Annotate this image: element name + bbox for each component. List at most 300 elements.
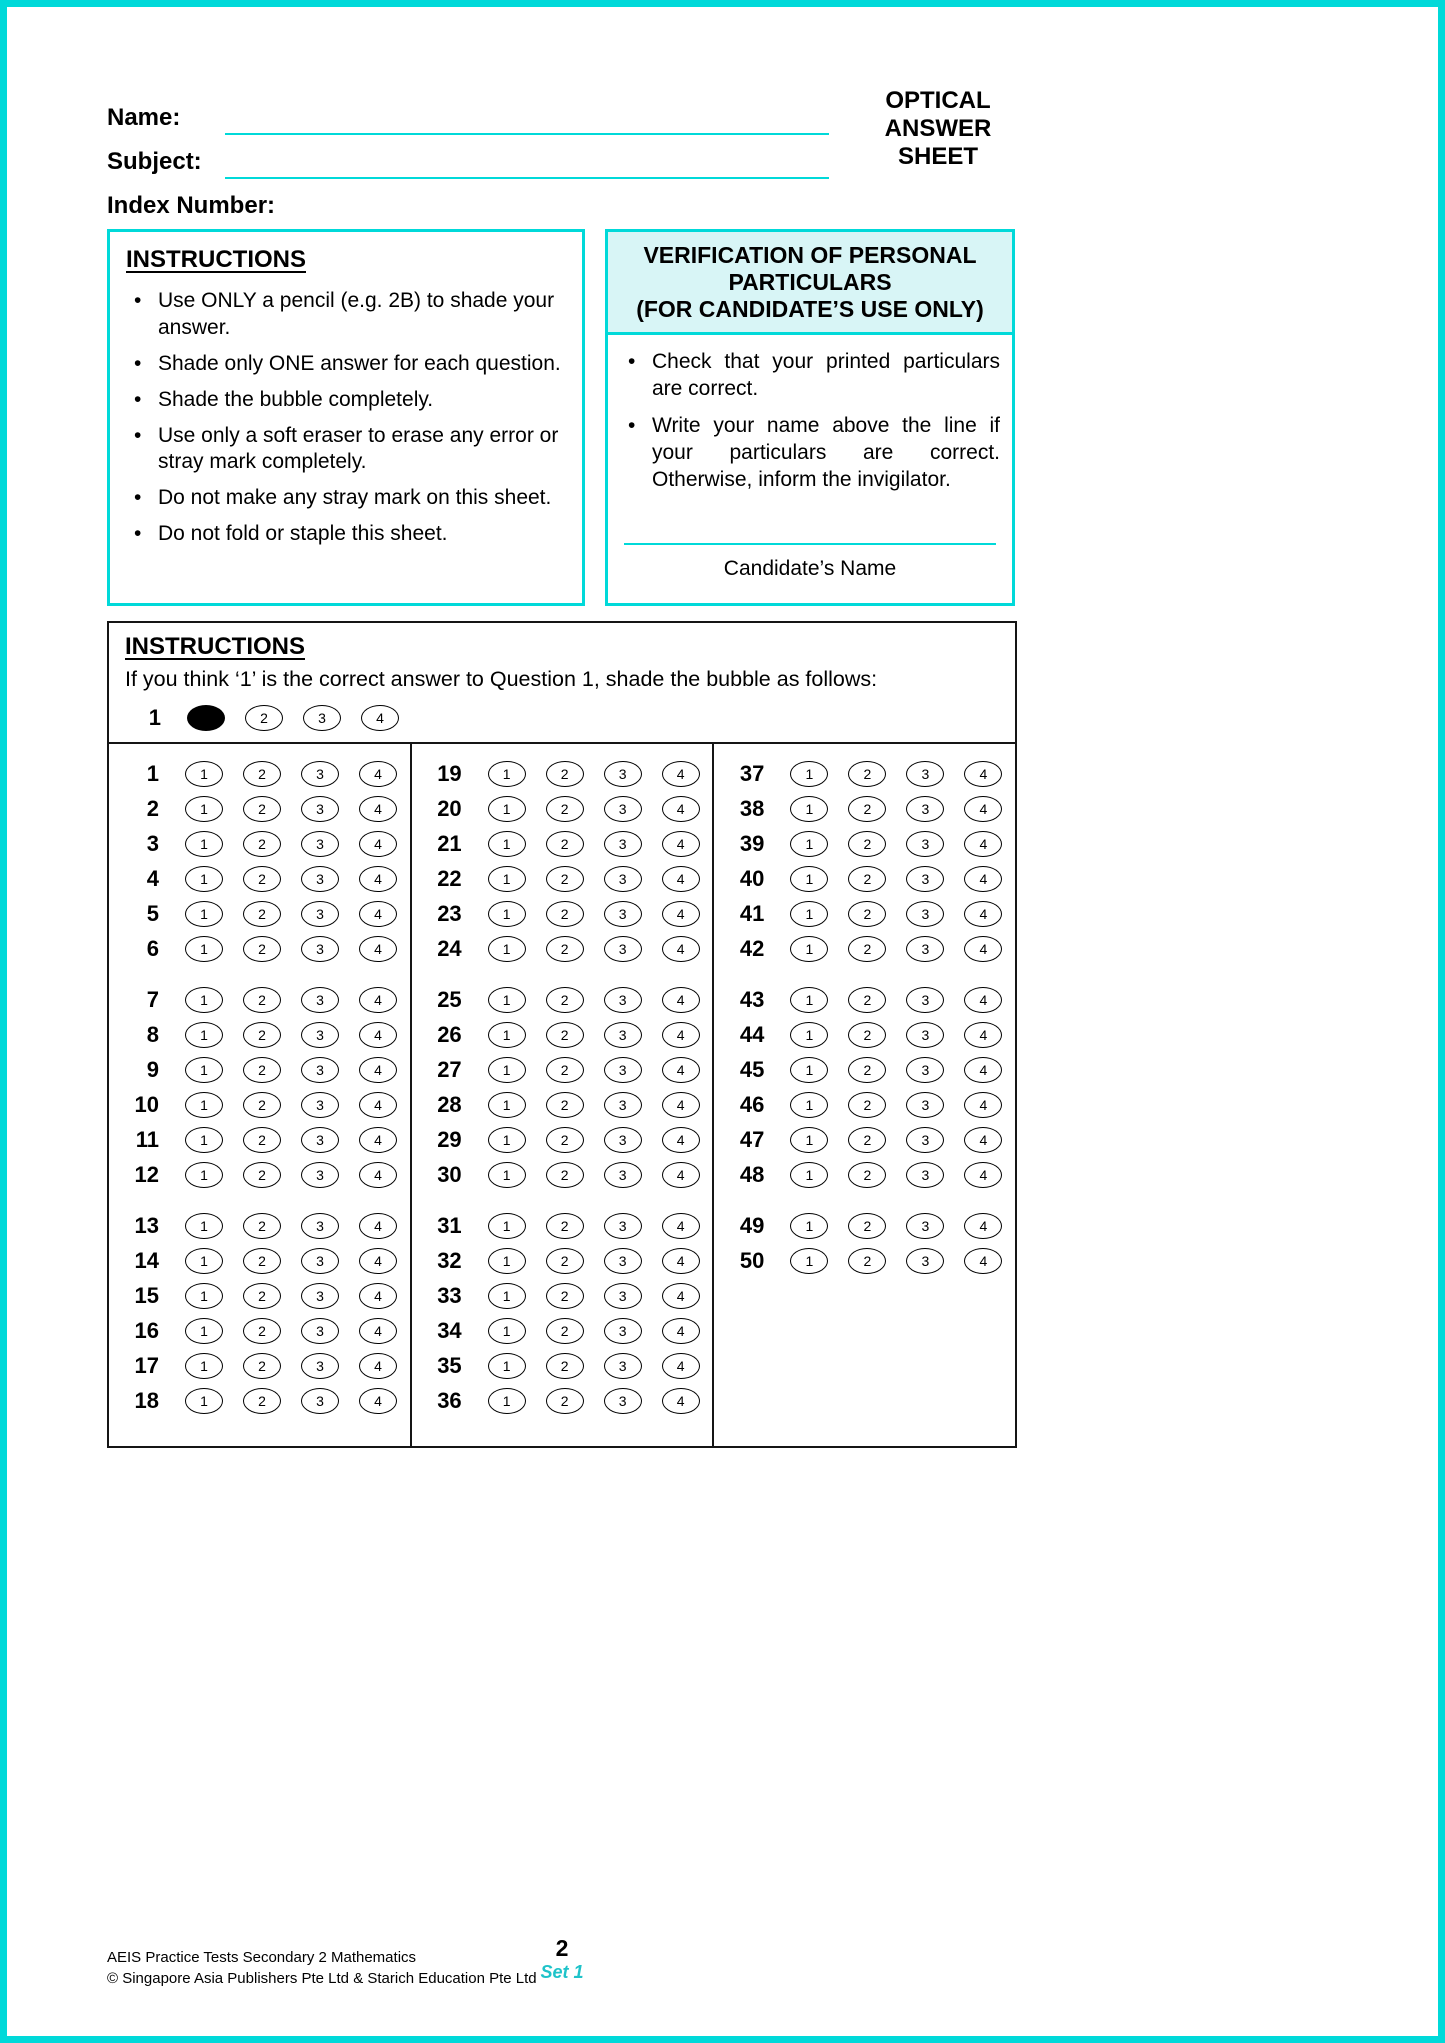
question-number: 17 (134, 1352, 159, 1378)
verification-body (608, 335, 1012, 493)
question-number: 11 (135, 1126, 159, 1152)
bubble-option-1[interactable]: 1 (488, 1248, 526, 1274)
bubble-option-3[interactable]: 3 (301, 1248, 339, 1274)
question-row (426, 1278, 713, 1313)
question-row (728, 1017, 1015, 1052)
bubble-option-1[interactable]: 1 (790, 1127, 828, 1153)
bubble-option-2[interactable]: 2 (848, 1248, 886, 1274)
bubble-option-1[interactable]: 1 (488, 1283, 526, 1309)
bubble-option-2[interactable]: 2 (243, 1388, 281, 1414)
bubble-option-3[interactable]: 3 (301, 761, 339, 787)
bubble-option-3[interactable]: 3 (906, 901, 944, 927)
bubble-option-4[interactable]: 4 (359, 936, 397, 962)
bubble-option-1[interactable]: 1 (185, 1318, 223, 1344)
bubble-option-1[interactable]: 1 (488, 1213, 526, 1239)
bubble-option-1[interactable]: 1 (790, 901, 828, 927)
example-row (125, 700, 999, 735)
bubble-option-2[interactable]: 2 (243, 796, 281, 822)
bubble-option-3[interactable]: 3 (301, 987, 339, 1013)
question-number: 14 (134, 1247, 159, 1273)
question-group (728, 1208, 1015, 1278)
question-number: 47 (739, 1126, 765, 1152)
question-number: 22 (437, 865, 462, 891)
bubble-option-3[interactable]: 3 (301, 1057, 339, 1083)
bubble-option-4[interactable]: 4 (662, 1022, 700, 1048)
bubble-option-3[interactable]: 3 (604, 1092, 642, 1118)
bubble-option-4[interactable]: 4 (662, 1353, 700, 1379)
bubble-option-2[interactable]: 2 (848, 1092, 886, 1118)
bubble-option-2[interactable]: 2 (243, 1248, 281, 1274)
bubble-option-3[interactable]: 3 (301, 936, 339, 962)
bubble-option-4[interactable]: 4 (964, 936, 1002, 962)
bubble-option-4[interactable]: 4 (964, 1092, 1002, 1118)
bubble-option-2[interactable]: 2 (243, 1127, 281, 1153)
bubble-option-1[interactable]: 1 (185, 901, 223, 927)
bubble-option-3[interactable]: 3 (906, 1057, 944, 1083)
bubble-option-2[interactable]: 2 (848, 1162, 886, 1188)
candidate-name-line[interactable] (624, 543, 996, 545)
question-number: 48 (739, 1161, 765, 1187)
bubble-option-2[interactable]: 2 (546, 901, 584, 927)
bubble-option-2[interactable]: 2 (243, 1283, 281, 1309)
question-number: 24 (437, 935, 462, 961)
bubble-option-3[interactable]: 3 (604, 1127, 642, 1153)
question-number: 12 (134, 1161, 159, 1187)
bubble-option-3[interactable]: 3 (906, 831, 944, 857)
footer-series-title: AEIS Practice Tests Secondary 2 Mathematics (107, 1949, 417, 1966)
bubble-option-2[interactable]: 2 (848, 796, 886, 822)
bubble-option-1[interactable]: 1 (790, 1213, 828, 1239)
bubble-option-2[interactable]: 2 (546, 866, 584, 892)
bubble-option-4[interactable]: 4 (662, 1318, 700, 1344)
question-number: 35 (437, 1352, 462, 1378)
index-number-label: Index Number: (107, 192, 276, 219)
question-group (123, 1208, 410, 1418)
question-number: 15 (134, 1282, 159, 1308)
bubble-option-3[interactable]: 3 (604, 796, 642, 822)
question-row (123, 1017, 410, 1052)
question-number: 1 (146, 760, 159, 786)
bubble-option-4[interactable]: 4 (662, 1213, 700, 1239)
bubble-option-2[interactable]: 2 (243, 1162, 281, 1188)
bubble-option-1[interactable]: 1 (185, 1127, 223, 1153)
bubble-option-2[interactable]: 2 (848, 901, 886, 927)
bubble-option-4[interactable]: 4 (662, 987, 700, 1013)
sheet-title-line: OPTICAL (885, 87, 991, 114)
bubble-option-4[interactable]: 4 (359, 1388, 397, 1414)
bubble-option-2[interactable]: 2 (243, 1092, 281, 1118)
bubble-option-4[interactable]: 4 (964, 1213, 1002, 1239)
instruction-bullet: • Shade only ONE answer for each question. (126, 351, 568, 378)
bubble-option-4[interactable]: 4 (964, 1022, 1002, 1048)
footer-page-info (502, 1935, 622, 1983)
bubble-option-4[interactable]: 4 (662, 1283, 700, 1309)
instructions-title: INSTRUCTIONS (126, 246, 306, 273)
bubble-option-3[interactable]: 3 (906, 1022, 944, 1048)
bubble-option-1[interactable]: 1 (488, 1092, 526, 1118)
bubble-option-4[interactable]: 4 (359, 1283, 397, 1309)
bubble-option-2[interactable]: 2 (546, 1057, 584, 1083)
verification-list (620, 349, 1000, 493)
bubble-option-3[interactable]: 3 (906, 1248, 944, 1274)
question-row (426, 896, 713, 931)
question-number: 8 (146, 1021, 159, 1047)
bubble-option-1[interactable]: 1 (790, 1022, 828, 1048)
instruction-bullet: • Use only a soft eraser to erase any error or stray mark completely. (126, 423, 568, 477)
question-number: 31 (437, 1212, 462, 1238)
bubble-option-2[interactable]: 2 (546, 761, 584, 787)
bubble-option-2[interactable]: 2 (848, 831, 886, 857)
set-label: Set 1 (540, 1962, 584, 1982)
bubble-option-3[interactable]: 3 (301, 1213, 339, 1239)
bubble-option-4[interactable]: 4 (662, 831, 700, 857)
bubble-option-2[interactable]: 2 (546, 1127, 584, 1153)
bubble-option-1[interactable]: 1 (488, 1388, 526, 1414)
bubble-option-3[interactable]: 3 (301, 1092, 339, 1118)
bubble-option-2[interactable]: 2 (546, 1092, 584, 1118)
bubble-option-2[interactable]: 2 (848, 1057, 886, 1083)
bubble-option-4[interactable]: 4 (662, 1057, 700, 1083)
bubble-option-4[interactable]: 4 (662, 1248, 700, 1274)
question-number: 34 (437, 1317, 462, 1343)
question-row (123, 1243, 410, 1278)
question-group (426, 756, 713, 966)
bubble-option-4[interactable]: 4 (359, 1057, 397, 1083)
question-row (426, 861, 713, 896)
bubble-option-2[interactable]: 2 (243, 831, 281, 857)
question-row (123, 1348, 410, 1383)
bubble-option-1[interactable]: 1 (790, 1162, 828, 1188)
answer-grid (107, 744, 1017, 1448)
bubble-option-1[interactable]: 1 (185, 1353, 223, 1379)
question-number: 32 (437, 1247, 462, 1273)
question-row (728, 791, 1015, 826)
bubble-option-1[interactable]: 1 (488, 796, 526, 822)
sheet-title (863, 87, 1013, 171)
bubble-option-2[interactable]: 2 (546, 1022, 584, 1048)
question-row (123, 1087, 410, 1122)
bubble-option-1[interactable]: 1 (488, 831, 526, 857)
bubble-option-4[interactable]: 4 (359, 831, 397, 857)
bubble-option-3[interactable]: 3 (604, 1057, 642, 1083)
bubble-option-4[interactable]: 4 (964, 761, 1002, 787)
bubble-option-1[interactable]: 1 (185, 831, 223, 857)
bubble-option-4[interactable]: 4 (964, 987, 1002, 1013)
instruction-bullet: • Shade the bubble completely. (126, 387, 568, 414)
question-row (123, 982, 410, 1017)
bubble-option-1[interactable]: 1 (185, 936, 223, 962)
bubble-option-1[interactable]: 1 (790, 761, 828, 787)
bubble-option-3[interactable]: 3 (301, 796, 339, 822)
bubble-option-1[interactable]: 1 (488, 936, 526, 962)
bubble-option-1[interactable]: 1 (488, 1353, 526, 1379)
bubble-option-4[interactable]: 4 (359, 1213, 397, 1239)
question-number: 46 (739, 1091, 765, 1117)
bubble-option-3[interactable]: 3 (604, 1318, 642, 1344)
example-instructions-text: If you think ‘1’ is the correct answer to Question 1, shade the bubble as follows: (125, 667, 878, 691)
bubble-option-1[interactable]: 1 (488, 1022, 526, 1048)
bubble-option-1[interactable]: 1 (488, 987, 526, 1013)
bubble-option-4[interactable]: 4 (359, 987, 397, 1013)
question-number: 49 (739, 1212, 765, 1238)
bubble-option-2[interactable]: 2 (243, 1022, 281, 1048)
verification-title-line: (FOR CANDIDATE’S USE ONLY) (636, 296, 984, 322)
bubble-option-1[interactable]: 1 (790, 796, 828, 822)
name-input-line[interactable] (225, 133, 829, 135)
question-number: 25 (437, 986, 462, 1012)
question-row (426, 1243, 713, 1278)
question-row (728, 1243, 1015, 1278)
question-number: 19 (437, 760, 462, 786)
verification-bullet: • Check that your printed particulars are correct. (620, 349, 1000, 403)
bubble-option-3[interactable]: 3 (301, 1353, 339, 1379)
bubble-option-2[interactable]: 2 (848, 866, 886, 892)
question-number: 4 (146, 865, 159, 891)
bubble-option-1[interactable]: 1 (790, 936, 828, 962)
question-number: 44 (739, 1021, 765, 1047)
bubble-option-2[interactable]: 2 (546, 831, 584, 857)
bubble-option-1[interactable]: 1 (488, 866, 526, 892)
bubble-option-4[interactable]: 4 (662, 1127, 700, 1153)
bubble-option-3[interactable]: 3 (301, 831, 339, 857)
bubble-option-1[interactable]: 1 (185, 1057, 223, 1083)
bubble-option-2[interactable]: 2 (243, 1353, 281, 1379)
bubble-option-4[interactable]: 4 (359, 1022, 397, 1048)
bubble-option-3[interactable]: 3 (906, 987, 944, 1013)
bubble-option-1[interactable]: 1 (488, 1162, 526, 1188)
bubble-option-2[interactable]: 2 (243, 1057, 281, 1083)
bubble-option-3[interactable]: 3 (301, 1022, 339, 1048)
bubble-option-3[interactable]: 3 (906, 866, 944, 892)
bubble-option-1[interactable]: 1 (185, 1388, 223, 1414)
bubble-option-3[interactable]: 3 (906, 1213, 944, 1239)
bubble-option-2[interactable]: 2 (546, 1213, 584, 1239)
bubble-option-2[interactable]: 2 (546, 987, 584, 1013)
bubble-option-2[interactable]: 2 (848, 987, 886, 1013)
bubble-option-4[interactable]: 4 (964, 1248, 1002, 1274)
instructions-list (126, 288, 568, 548)
question-row (123, 1208, 410, 1243)
bubble-option-4[interactable]: 4 (359, 866, 397, 892)
bubble-option-1[interactable]: 1 (790, 987, 828, 1013)
bubble-option-4[interactable]: 4 (662, 1092, 700, 1118)
bubble-option-2[interactable]: 2 (546, 1353, 584, 1379)
question-number: 10 (134, 1091, 159, 1117)
bubble-option-2[interactable]: 2 (243, 901, 281, 927)
bubble-option-2: 2 (245, 705, 283, 731)
bubble-option-1[interactable]: 1 (185, 1213, 223, 1239)
bubble-option-1[interactable]: 1 (185, 1022, 223, 1048)
bubble-option-3[interactable]: 3 (906, 1162, 944, 1188)
bubble-option-3[interactable]: 3 (301, 1388, 339, 1414)
answer-column-1 (109, 744, 410, 1446)
bubble-option-2[interactable]: 2 (243, 987, 281, 1013)
bubble-option-4[interactable]: 4 (662, 866, 700, 892)
bubble-option-1[interactable]: 1 (488, 901, 526, 927)
bubble-option-4[interactable]: 4 (359, 1248, 397, 1274)
bubble-option-2[interactable]: 2 (546, 1162, 584, 1188)
bubble-option-2[interactable]: 2 (848, 1127, 886, 1153)
bubble-option-4[interactable]: 4 (359, 1353, 397, 1379)
bubble-option-2[interactable]: 2 (243, 761, 281, 787)
bubble-option-1[interactable]: 1 (185, 761, 223, 787)
bubble-option-4[interactable]: 4 (964, 796, 1002, 822)
bubble-option-1[interactable]: 1 (185, 987, 223, 1013)
question-number: 40 (739, 865, 765, 891)
subject-input-line[interactable] (225, 177, 829, 179)
bubble-option-1[interactable]: 1 (185, 1162, 223, 1188)
bubble-option-2[interactable]: 2 (848, 761, 886, 787)
bubble-option-1[interactable]: 1 (185, 1248, 223, 1274)
bubble-option-2[interactable]: 2 (243, 1213, 281, 1239)
bubble-option-3[interactable]: 3 (604, 866, 642, 892)
question-group (123, 756, 410, 966)
bubble-option-4[interactable]: 4 (964, 1162, 1002, 1188)
bubble-option-1[interactable]: 1 (790, 1092, 828, 1118)
bubble-option-4[interactable]: 4 (359, 1127, 397, 1153)
sheet-title-line: ANSWER (884, 115, 992, 142)
bubble-option-1[interactable]: 1 (185, 1283, 223, 1309)
answer-column-2 (410, 744, 713, 1446)
bubble-option-2[interactable]: 2 (848, 1022, 886, 1048)
sheet-title-line: SHEET (897, 143, 978, 170)
bubble-option-1[interactable]: 1 (488, 1057, 526, 1083)
bubble-option-1[interactable]: 1 (790, 1057, 828, 1083)
bubble-option-2[interactable]: 2 (243, 1318, 281, 1344)
question-number: 36 (437, 1387, 462, 1413)
verification-title-line: VERIFICATION OF PERSONAL (643, 242, 977, 268)
bubble-option-4[interactable]: 4 (359, 1092, 397, 1118)
question-row (728, 1087, 1015, 1122)
question-row (426, 791, 713, 826)
bubble-option-3[interactable]: 3 (906, 796, 944, 822)
bubble-option-3[interactable]: 3 (906, 1092, 944, 1118)
bubble-option-4[interactable]: 4 (359, 1162, 397, 1188)
bubble-option-3[interactable]: 3 (301, 1283, 339, 1309)
question-group (123, 982, 410, 1192)
question-number: 37 (739, 760, 765, 786)
bubble-option-3[interactable]: 3 (604, 1388, 642, 1414)
question-row (728, 896, 1015, 931)
bubble-option-4[interactable]: 4 (359, 1318, 397, 1344)
bubble-option-1[interactable]: 1 (790, 1248, 828, 1274)
bubble-option-2[interactable]: 2 (546, 1388, 584, 1414)
bubble-option-4[interactable]: 4 (662, 936, 700, 962)
question-group (426, 1208, 713, 1418)
bubble-option-1[interactable]: 1 (185, 1092, 223, 1118)
bubble-option-4[interactable]: 4 (359, 901, 397, 927)
question-row (728, 1122, 1015, 1157)
bubble-option-1[interactable]: 1 (185, 866, 223, 892)
question-row (426, 1017, 713, 1052)
bubble-option-2[interactable]: 2 (848, 1213, 886, 1239)
bubble-option-2[interactable]: 2 (546, 1318, 584, 1344)
question-number: 29 (437, 1126, 462, 1152)
bubble-option-1[interactable]: 1 (185, 796, 223, 822)
page-number: 2 (555, 1935, 569, 1961)
question-row (123, 861, 410, 896)
bubble-option-4[interactable]: 4 (964, 831, 1002, 857)
bubble-option-3[interactable]: 3 (301, 1162, 339, 1188)
bubble-option-2[interactable]: 2 (546, 796, 584, 822)
bubble-option-2[interactable]: 2 (546, 1248, 584, 1274)
bubble-option-2[interactable]: 2 (243, 936, 281, 962)
bubble-option-4[interactable]: 4 (359, 796, 397, 822)
bubble-option-3[interactable]: 3 (604, 936, 642, 962)
question-row (426, 756, 713, 791)
example-question-number: 1 (148, 704, 161, 730)
bubble-option-2[interactable]: 2 (848, 936, 886, 962)
bubble-option-3[interactable]: 3 (604, 761, 642, 787)
answer-column-3 (712, 744, 1015, 1446)
bubble-option-3[interactable]: 3 (906, 761, 944, 787)
bubble-option-3[interactable]: 3 (604, 1162, 642, 1188)
bubble-option-3[interactable]: 3 (604, 901, 642, 927)
bubble-option-2[interactable]: 2 (243, 866, 281, 892)
question-number: 26 (437, 1021, 462, 1047)
question-row (426, 1157, 713, 1192)
verification-bullet: • Write your name above the line if your particulars are correct. Otherwise, inform the invigilator. (620, 413, 1000, 494)
bubble-option-3[interactable]: 3 (604, 831, 642, 857)
bubble-option-4[interactable]: 4 (359, 761, 397, 787)
question-number: 30 (437, 1161, 462, 1187)
bubble-option-4[interactable]: 4 (662, 901, 700, 927)
bubble-option-4[interactable]: 4 (662, 761, 700, 787)
bubble-option-4[interactable]: 4 (662, 1388, 700, 1414)
question-row (728, 1157, 1015, 1192)
verification-box (605, 229, 1015, 606)
question-row (123, 791, 410, 826)
question-row (426, 1087, 713, 1122)
bubble-option-4[interactable]: 4 (964, 1127, 1002, 1153)
bubble-option-4[interactable]: 4 (964, 901, 1002, 927)
question-row (123, 1052, 410, 1087)
bubble-option-1[interactable]: 1 (488, 1127, 526, 1153)
bubble-option-2[interactable]: 2 (546, 936, 584, 962)
bubble-option-1-filled (187, 705, 225, 731)
bubble-option-4[interactable]: 4 (662, 796, 700, 822)
bubble-option-3[interactable]: 3 (604, 1022, 642, 1048)
bubble-option-3[interactable]: 3 (604, 1248, 642, 1274)
question-row (426, 982, 713, 1017)
bubble-option-4[interactable]: 4 (964, 1057, 1002, 1083)
bubble-option-3[interactable]: 3 (906, 1127, 944, 1153)
bubble-option-3[interactable]: 3 (604, 1353, 642, 1379)
bubble-option-3[interactable]: 3 (604, 1213, 642, 1239)
bubble-option-3[interactable]: 3 (301, 1127, 339, 1153)
question-group (426, 982, 713, 1192)
question-number: 23 (437, 900, 462, 926)
question-number: 5 (146, 900, 159, 926)
bubble-option-2[interactable]: 2 (546, 1283, 584, 1309)
bubble-option-3[interactable]: 3 (301, 866, 339, 892)
bubble-option-1[interactable]: 1 (790, 831, 828, 857)
bubble-option-3[interactable]: 3 (604, 987, 642, 1013)
question-number: 45 (739, 1056, 765, 1082)
bubble-option-4[interactable]: 4 (662, 1162, 700, 1188)
bubble-option-3[interactable]: 3 (906, 936, 944, 962)
verification-title-line: PARTICULARS (728, 269, 892, 295)
question-number: 6 (146, 935, 159, 961)
bubble-option-3[interactable]: 3 (604, 1283, 642, 1309)
bubble-option-3[interactable]: 3 (301, 901, 339, 927)
bubble-option-1[interactable]: 1 (488, 1318, 526, 1344)
bubble-option-1[interactable]: 1 (790, 866, 828, 892)
bubble-option-3[interactable]: 3 (301, 1318, 339, 1344)
name-label: Name: (107, 104, 181, 131)
bubble-option-4[interactable]: 4 (964, 866, 1002, 892)
bubble-option-1[interactable]: 1 (488, 761, 526, 787)
